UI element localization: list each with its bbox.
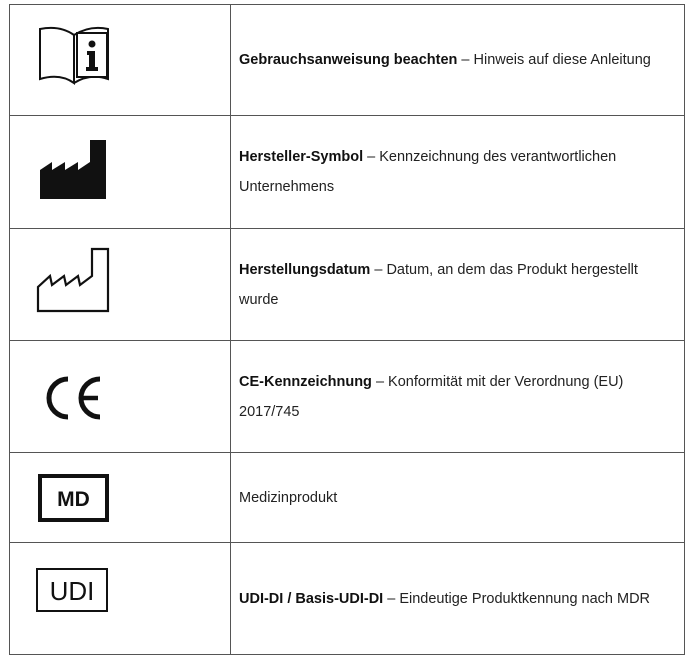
icon-cell [10,5,231,116]
symbols-table [9,4,685,655]
symbol-description: – Eindeutige Produktkennung nach MDR [383,590,651,607]
description-cell [231,341,685,453]
description-cell [231,116,685,229]
symbol-title: UDI-DI / Basis-UDI-DI [239,590,384,607]
symbol-description: – Konformität mit der Verordnung (EU) 2017/745 [239,373,624,420]
symbol-description: Medizinprodukt [239,489,338,506]
table-row [10,453,685,543]
table-row [10,543,685,655]
table-row [10,229,685,341]
symbol-description: – Datum, an dem das Produkt hergestellt wurde [239,261,638,308]
date-of-manufacture-icon [10,229,230,340]
symbol-description: – Hinweis auf diese Anleitung [457,52,651,68]
icon-cell [10,229,231,341]
manufacturer-icon [10,116,230,228]
symbol-title: Herstellungsdatum [239,261,371,278]
symbol-title: CE-Kennzeichnung [239,373,372,390]
medical-device-icon [10,453,230,542]
icon-cell [10,543,231,655]
icon-cell [10,116,231,229]
md-label: MD [57,488,90,511]
symbol-title: Hersteller-Symbol [239,149,364,165]
table-row [10,116,685,229]
symbol-description: – Kennzeichnung des verantwortlichen Unternehmens [239,149,617,195]
udi-icon [10,543,230,654]
ce-mark-icon [10,341,230,452]
table-row [10,341,685,453]
description-cell [231,543,685,655]
udi-label: UDI [49,576,95,606]
instructions-for-use-icon [10,5,230,115]
description-cell [231,229,685,341]
table-row [10,5,685,116]
description-cell [231,453,685,543]
description-cell [231,5,685,116]
icon-cell [10,453,231,543]
symbol-title: Gebrauchsanweisung beachten [239,52,458,68]
icon-cell [10,341,231,453]
